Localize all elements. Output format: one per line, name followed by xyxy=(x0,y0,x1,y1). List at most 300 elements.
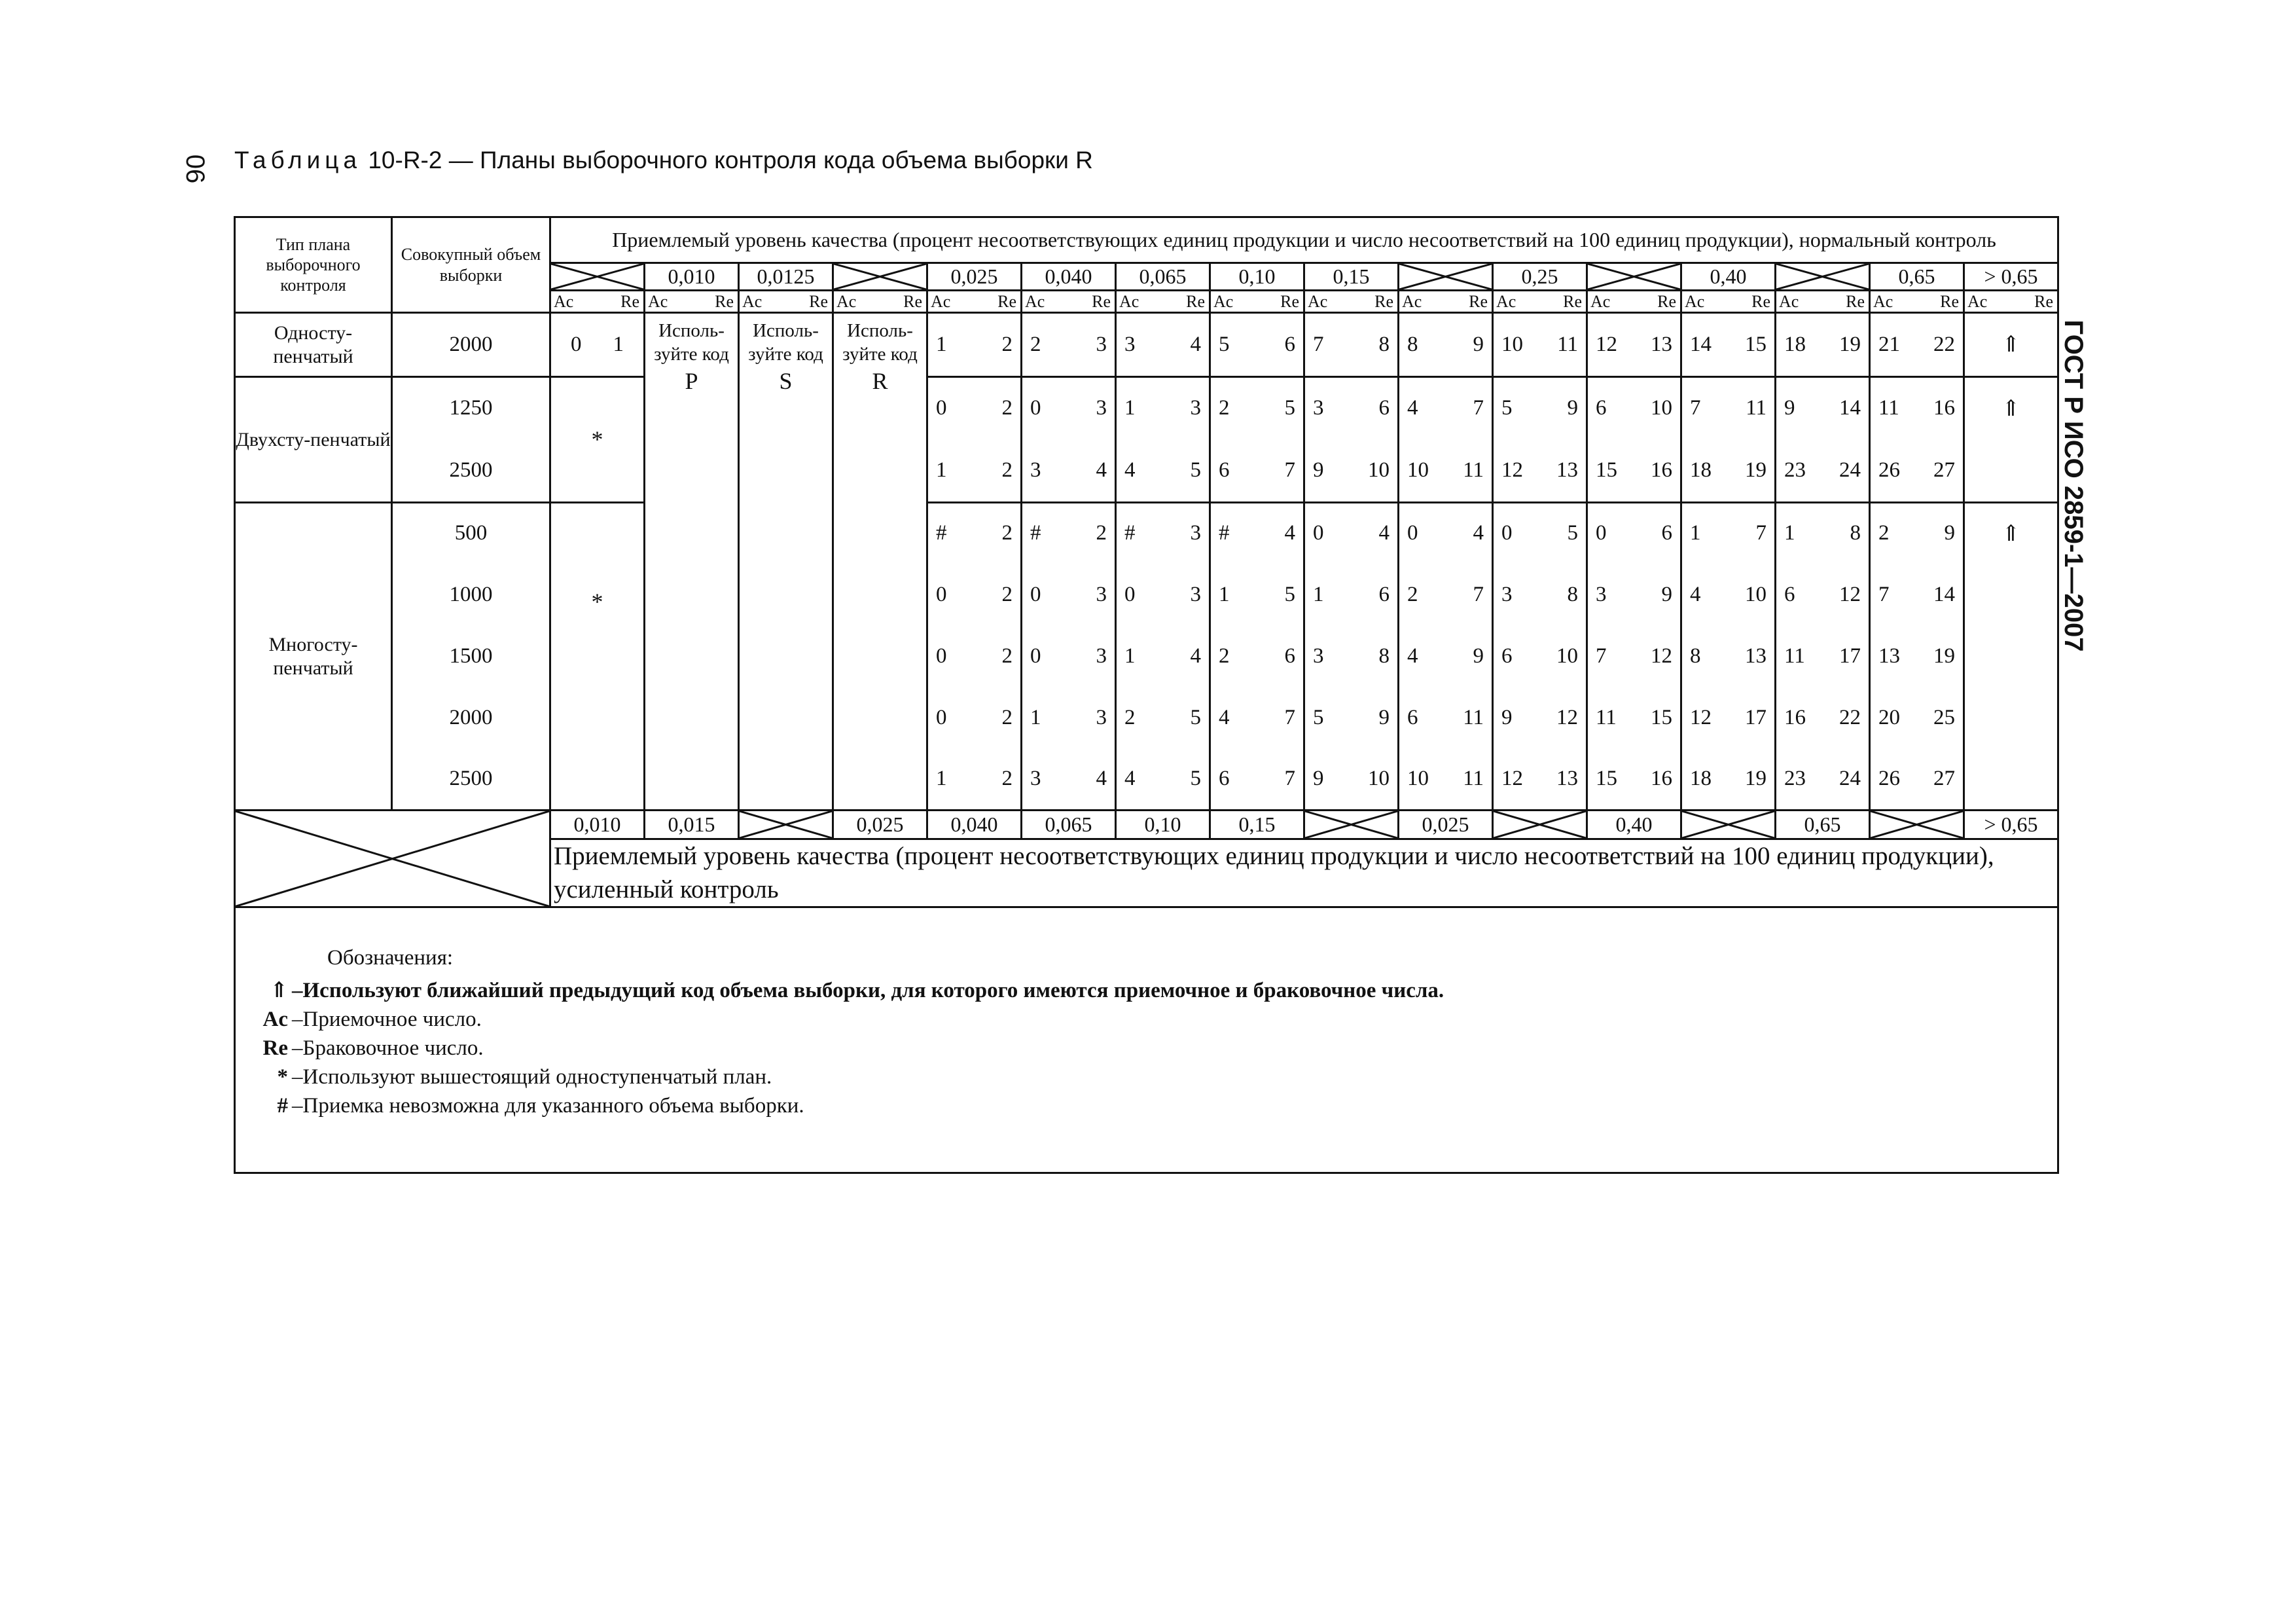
empty-cell xyxy=(1964,749,2058,811)
ac-label: Ac xyxy=(1496,291,1516,311)
re-value: 11 xyxy=(1463,458,1484,482)
ac-re-cell xyxy=(1587,503,1681,564)
ac-re-pair xyxy=(1117,644,1209,669)
ac-re-header-cell xyxy=(739,291,833,313)
ac-re-cell xyxy=(1399,377,1493,440)
ac-re-pair xyxy=(1211,583,1303,608)
ac-re-pair xyxy=(1588,396,1680,421)
re-value: 10 xyxy=(1556,644,1578,668)
multiple-sampling-row xyxy=(235,626,2058,687)
single-sampling-row xyxy=(235,313,2058,377)
ac-re-pair xyxy=(1211,767,1303,792)
ac-re-cell xyxy=(1022,313,1116,377)
ac-value: 6 xyxy=(1219,458,1230,482)
ac-re-cell xyxy=(1116,377,1210,440)
aql-header-cell: 0,25 xyxy=(1493,263,1587,291)
re-value: 8 xyxy=(1378,332,1390,356)
ac-re-pair xyxy=(1117,583,1209,608)
ac-re-pair xyxy=(1117,767,1209,792)
ac-re-pair xyxy=(1776,396,1869,421)
double-sampling-row xyxy=(235,377,2058,440)
re-value: 7 xyxy=(1284,766,1295,790)
ac-re-cell xyxy=(1210,687,1304,749)
ac-value: 5 xyxy=(1501,396,1513,420)
ac-re-labels xyxy=(1399,292,1492,312)
re-value: 3 xyxy=(1096,644,1107,668)
aql-header-cell: 0,40 xyxy=(1681,263,1776,291)
aql-tightened-cell: 0,015 xyxy=(645,811,739,839)
ac-re-pair xyxy=(1399,521,1492,546)
ac-value: 18 xyxy=(1784,332,1806,356)
ac-value: 6 xyxy=(1596,396,1607,420)
ac-re-pair xyxy=(1022,458,1115,483)
re-value: 3 xyxy=(1190,582,1201,606)
ac-re-pair xyxy=(1682,706,1774,731)
ac-value: 10 xyxy=(1407,458,1429,482)
re-value: 7 xyxy=(1473,582,1484,606)
ac-re-pair xyxy=(1682,583,1774,608)
ac-re-cell xyxy=(1116,749,1210,811)
ac-value: 6 xyxy=(1784,582,1795,606)
ac-value: 26 xyxy=(1878,458,1900,482)
re-value: 5 xyxy=(1190,705,1201,729)
re-label: Re xyxy=(1186,291,1205,311)
ac-re-cell xyxy=(1681,749,1776,811)
ac-re-pair xyxy=(1588,767,1680,792)
ac-re-pair xyxy=(1022,644,1115,669)
ac-re-cell xyxy=(1022,749,1116,811)
ac-re-pair xyxy=(928,333,1020,357)
re-label: Re xyxy=(2034,291,2053,311)
ac-re-pair xyxy=(1117,458,1209,483)
ac-value: 3 xyxy=(1124,332,1136,356)
ac-re-cell xyxy=(927,377,1022,440)
ac-value: 2 xyxy=(1030,332,1041,356)
ac-re-pair xyxy=(1871,333,1963,357)
re-value: 10 xyxy=(1745,582,1767,606)
single-plan-label: Односту-пенчатый xyxy=(235,313,392,377)
aql-header-cell: 0,040 xyxy=(1022,263,1116,291)
ac-value: 0 xyxy=(1407,521,1418,545)
ac-re-pair xyxy=(1776,333,1869,357)
re-value: 8 xyxy=(1567,582,1578,606)
ac-re-header-cell xyxy=(1304,291,1399,313)
ac-re-pair xyxy=(1776,767,1869,792)
re-value: 2 xyxy=(1001,766,1013,790)
ac-re-pair xyxy=(1588,583,1680,608)
ac-re-cell xyxy=(1776,687,1870,749)
sample-size-header: Совокупный объем выборки xyxy=(392,217,550,313)
multiple-sampling-row xyxy=(235,749,2058,811)
sample-size-cell: 2500 xyxy=(392,440,550,503)
ac-re-pair xyxy=(1022,521,1115,546)
aql-header-cell: 0,025 xyxy=(927,263,1022,291)
ac-value: 1 xyxy=(1124,644,1136,668)
ac-value: 4 xyxy=(1219,705,1230,729)
ac-re-pair xyxy=(1305,767,1397,792)
star-mark: * xyxy=(591,589,603,615)
legend-symbol: Ac xyxy=(262,1008,288,1032)
ac-re-pair xyxy=(1399,644,1492,669)
ac-re-cell xyxy=(1304,503,1399,564)
ac-re-labels xyxy=(928,292,1020,312)
ac-re-labels xyxy=(1965,292,2057,312)
re-value: 11 xyxy=(1557,332,1578,356)
re-value: 2 xyxy=(1001,396,1013,420)
crossed-out-cell xyxy=(1587,263,1681,291)
ac-re-pair xyxy=(1588,706,1680,731)
ac-re-pair xyxy=(1776,583,1869,608)
ac-re-pair xyxy=(1776,458,1869,483)
ac-re-cell xyxy=(1399,440,1493,503)
ac-re-pair xyxy=(1211,396,1303,421)
re-value: 14 xyxy=(1839,396,1861,420)
re-value: 3 xyxy=(1096,396,1107,420)
ac-re-cell xyxy=(1681,440,1776,503)
ac-label: Ac xyxy=(1308,291,1328,311)
ac-re-pair xyxy=(1211,333,1303,357)
re-value: 4 xyxy=(1096,766,1107,790)
re-value: 6 xyxy=(1661,521,1672,545)
multiple-sampling-row xyxy=(235,503,2058,564)
use-code-text: Исполь-зуйте код xyxy=(654,320,729,365)
ac-re-cell xyxy=(927,626,1022,687)
re-label: Re xyxy=(1846,291,1865,311)
re-value: 2 xyxy=(1001,644,1013,668)
ac-re-pair xyxy=(1871,644,1963,669)
sample-size-cell: 2500 xyxy=(392,749,550,811)
aql-header-cell: 0,010 xyxy=(645,263,739,291)
ac-re-cell xyxy=(927,440,1022,503)
ac-label: Ac xyxy=(554,291,574,311)
crossed-out-cell xyxy=(833,263,927,291)
ac-re-pair xyxy=(1022,706,1115,731)
ac-re-cell xyxy=(1681,313,1776,377)
ac-re-cell xyxy=(1210,626,1304,687)
ac-value: 5 xyxy=(1313,705,1324,729)
ac-re-cell xyxy=(1493,626,1587,687)
ac-value: 2 xyxy=(1878,521,1890,545)
double-plan-label: Двухсту-пенчатый xyxy=(235,377,392,503)
re-value: 17 xyxy=(1745,705,1767,729)
ac-re-header-cell xyxy=(1587,291,1681,313)
ac-value: 11 xyxy=(1784,644,1805,668)
ac-re-header-cell xyxy=(1210,291,1304,313)
crossed-out-cell xyxy=(1870,811,1964,839)
ac-re-cell xyxy=(1116,564,1210,626)
ac-value: 7 xyxy=(1878,582,1890,606)
ac-value: 0 xyxy=(1501,521,1513,545)
ac-re-cell xyxy=(1870,687,1964,749)
ac-re-labels xyxy=(645,292,738,312)
ac-re-cell xyxy=(1587,626,1681,687)
legend-text: –Приемочное число. xyxy=(292,1008,482,1032)
ac-value: 3 xyxy=(1313,644,1324,668)
ac-re-labels xyxy=(1211,292,1303,312)
ac-re-cell xyxy=(1681,503,1776,564)
legend-text: –Используют вышестоящий одноступенчатый план. xyxy=(292,1065,772,1089)
ac-re-pair xyxy=(1776,521,1869,546)
ac-re-cell xyxy=(1304,564,1399,626)
ac-re-cell xyxy=(1493,440,1587,503)
ac-value: 5 xyxy=(1219,332,1230,356)
ac-value: 1 xyxy=(1030,705,1041,729)
ac-re-cell xyxy=(1870,377,1964,440)
re-value: 13 xyxy=(1745,644,1767,668)
re-label: Re xyxy=(1657,291,1676,311)
ac-label: Ac xyxy=(1685,291,1705,311)
ac-re-cell xyxy=(1116,503,1210,564)
ac-re-cell xyxy=(927,313,1022,377)
ac-re-pair xyxy=(1494,706,1586,731)
legend-symbol: Re xyxy=(262,1036,288,1061)
ac-value: 16 xyxy=(1784,705,1806,729)
ac-re-cell xyxy=(1022,503,1116,564)
ac-re-cell xyxy=(1116,440,1210,503)
ac-value: 3 xyxy=(1501,582,1513,606)
re-value: 5 xyxy=(1284,396,1295,420)
star-cell xyxy=(550,503,645,811)
re-value: 4 xyxy=(1473,521,1484,545)
ac-re-cell xyxy=(1776,564,1870,626)
ac-re-labels xyxy=(834,292,926,312)
aql-tightened-cell: 0,010 xyxy=(550,811,645,839)
re-label: Re xyxy=(620,291,639,311)
re-value: 10 xyxy=(1368,766,1390,790)
aql-tightened-cell: 0,10 xyxy=(1116,811,1210,839)
re-label: Re xyxy=(1280,291,1299,311)
ac-re-cell xyxy=(927,503,1022,564)
crossed-out-cell xyxy=(550,263,645,291)
aql-header-cell: 0,65 xyxy=(1870,263,1964,291)
ac-re-header-cell xyxy=(833,291,927,313)
ac-re-pair xyxy=(1871,583,1963,608)
ac-value: 0 xyxy=(571,332,582,356)
ac-re-pair xyxy=(1494,396,1586,421)
ac-value: 1 xyxy=(1219,582,1230,606)
re-value: 5 xyxy=(1284,582,1295,606)
sample-size-cell: 2000 xyxy=(392,687,550,749)
ac-re-cell xyxy=(1399,564,1493,626)
empty-cell xyxy=(1964,626,2058,687)
ac-re-cell xyxy=(1022,377,1116,440)
ac-re-header-cell xyxy=(550,291,645,313)
re-label: Re xyxy=(1751,291,1770,311)
ac-value: 7 xyxy=(1596,644,1607,668)
ac-label: Ac xyxy=(1779,291,1799,311)
re-value: 2 xyxy=(1001,521,1013,545)
ac-value: 4 xyxy=(1407,396,1418,420)
ac-re-cell xyxy=(1399,626,1493,687)
ac-re-pair xyxy=(1305,521,1397,546)
re-value: 4 xyxy=(1096,458,1107,482)
ac-re-cell xyxy=(1493,503,1587,564)
re-value: 12 xyxy=(1839,582,1861,606)
previous-code-arrow-icon: ⇑ xyxy=(1964,313,2058,377)
aql-tightened-cell: 0,040 xyxy=(927,811,1022,839)
re-value: 4 xyxy=(1190,332,1201,356)
ac-re-pair xyxy=(1305,458,1397,483)
re-value: 4 xyxy=(1284,521,1295,545)
ac-re-cell xyxy=(1116,687,1210,749)
aql-header-cell: 0,15 xyxy=(1304,263,1399,291)
ac-re-cell xyxy=(1587,377,1681,440)
ac-re-pair xyxy=(1399,333,1492,357)
re-label: Re xyxy=(997,291,1016,311)
re-value: 19 xyxy=(1933,644,1955,668)
legend-item xyxy=(236,1034,2057,1063)
re-value: 19 xyxy=(1745,458,1767,482)
re-value: 12 xyxy=(1651,644,1672,668)
crossed-out-cell xyxy=(1681,811,1776,839)
ac-re-cell xyxy=(1210,440,1304,503)
ac-re-pair xyxy=(1211,458,1303,483)
ac-re-pair xyxy=(1682,767,1774,792)
ac-re-pair xyxy=(1117,396,1209,421)
ac-re-pair xyxy=(1305,583,1397,608)
ac-re-pair xyxy=(1022,333,1115,357)
ac-value: 12 xyxy=(1690,705,1712,729)
ac-value: 2 xyxy=(1124,705,1136,729)
ac-value: 1 xyxy=(1784,521,1795,545)
empty-cell xyxy=(1964,564,2058,626)
re-value: 22 xyxy=(1933,332,1955,356)
ac-value: 0 xyxy=(1030,396,1041,420)
ac-re-pair xyxy=(1682,644,1774,669)
re-value: 7 xyxy=(1284,705,1295,729)
re-label: Re xyxy=(903,291,922,311)
ac-value: 3 xyxy=(1313,396,1324,420)
legend-cell xyxy=(235,907,2058,1173)
aql-header-cell: > 0,65 xyxy=(1964,263,2058,291)
ac-re-pair xyxy=(1211,521,1303,546)
re-value: 13 xyxy=(1556,766,1578,790)
ac-re-cell xyxy=(1399,313,1493,377)
sample-size-cell: 1250 xyxy=(392,377,550,440)
multiple-sampling-row xyxy=(235,687,2058,749)
ac-value: 23 xyxy=(1784,458,1806,482)
legend-row xyxy=(235,907,2058,1173)
ac-value: 7 xyxy=(1690,396,1701,420)
ac-label: Ac xyxy=(1967,291,1988,311)
empty-cell xyxy=(1964,440,2058,503)
use-code-letter: S xyxy=(779,367,793,394)
ac-re-pair xyxy=(1117,333,1209,357)
ac-re-labels xyxy=(1022,292,1115,312)
crossed-out-cell xyxy=(1304,811,1399,839)
re-value: 19 xyxy=(1745,766,1767,790)
ac-re-cell xyxy=(1022,564,1116,626)
ac-re-cell xyxy=(1870,313,1964,377)
ac-label: Ac xyxy=(1213,291,1234,311)
aql-tightened-cell: 0,40 xyxy=(1587,811,1681,839)
ac-value: 15 xyxy=(1596,766,1617,790)
ac-re-cell xyxy=(1587,749,1681,811)
re-label: Re xyxy=(809,291,828,311)
ac-re-cell xyxy=(1681,687,1776,749)
ac-re-pair xyxy=(1588,644,1680,669)
ac-re-cell xyxy=(927,749,1022,811)
aql-header-cell: 0,065 xyxy=(1116,263,1210,291)
ac-value: 11 xyxy=(1878,396,1899,420)
re-value: 6 xyxy=(1378,396,1390,420)
legend-item xyxy=(236,1063,2057,1091)
re-value: 11 xyxy=(1463,766,1484,790)
re-value: 3 xyxy=(1190,396,1201,420)
ac-re-pair xyxy=(1399,396,1492,421)
ac-value: 7 xyxy=(1313,332,1324,356)
ac-re-header-cell xyxy=(1399,291,1493,313)
ac-re-pair xyxy=(1022,767,1115,792)
ac-value: 1 xyxy=(936,332,947,356)
re-value: 1 xyxy=(613,332,624,356)
ac-value: 3 xyxy=(1030,458,1041,482)
ac-re-cell xyxy=(1116,313,1210,377)
ac-re-cell xyxy=(1210,564,1304,626)
ac-re-cell xyxy=(1022,440,1116,503)
ac-value: 11 xyxy=(1596,705,1617,729)
ac-value: 4 xyxy=(1690,582,1701,606)
plan-type-header: Тип плана выборочного контроля xyxy=(235,217,392,313)
ac-value: 18 xyxy=(1690,458,1712,482)
ac-label: Ac xyxy=(836,291,857,311)
ac-re-pair xyxy=(1494,767,1586,792)
re-value: 2 xyxy=(1001,582,1013,606)
ac-value: 13 xyxy=(1878,644,1900,668)
ac-re-header-cell xyxy=(1116,291,1210,313)
ac-re-pair xyxy=(1305,333,1397,357)
ac-value: 10 xyxy=(1407,766,1429,790)
re-value: 2 xyxy=(1001,458,1013,482)
ac-value: 0 xyxy=(1313,521,1324,545)
re-value: 8 xyxy=(1378,644,1390,668)
use-code-letter: P xyxy=(685,367,698,394)
aql-tightened-cell: 0,025 xyxy=(833,811,927,839)
page-number: 06 xyxy=(181,154,210,184)
ac-re-pair xyxy=(928,521,1020,546)
ac-re-cell xyxy=(1587,564,1681,626)
ac-re-cell xyxy=(1493,749,1587,811)
ac-re-cell xyxy=(1870,564,1964,626)
ac-value: 15 xyxy=(1596,458,1617,482)
ac-re-header-cell xyxy=(1870,291,1964,313)
ac-re-cell xyxy=(1870,440,1964,503)
ac-re-labels xyxy=(1305,292,1397,312)
use-code-s-cell xyxy=(739,313,833,811)
legend-item xyxy=(236,976,2057,1005)
ac-re-cell xyxy=(1681,626,1776,687)
empty-cell xyxy=(1964,687,2058,749)
ac-value: 14 xyxy=(1690,332,1712,356)
ac-value: 2 xyxy=(1407,582,1418,606)
ac-re-pair xyxy=(1494,521,1586,546)
re-value: 17 xyxy=(1839,644,1861,668)
ac-label: Ac xyxy=(742,291,762,311)
ac-re-labels xyxy=(1682,292,1774,312)
ac-re-pair xyxy=(1399,458,1492,483)
ac-re-cell xyxy=(1870,626,1964,687)
legend-item xyxy=(236,1005,2057,1034)
aql-tightened-cell: 0,025 xyxy=(1399,811,1493,839)
ac-re-pair xyxy=(1682,333,1774,357)
re-value: 15 xyxy=(1651,705,1672,729)
ac-re-pair xyxy=(1022,396,1115,421)
ac-value: 9 xyxy=(1501,705,1513,729)
ac-value: 23 xyxy=(1784,766,1806,790)
crossed-out-cell xyxy=(739,811,833,839)
re-value: 25 xyxy=(1933,705,1955,729)
aql-tightened-cell: 0,65 xyxy=(1776,811,1870,839)
